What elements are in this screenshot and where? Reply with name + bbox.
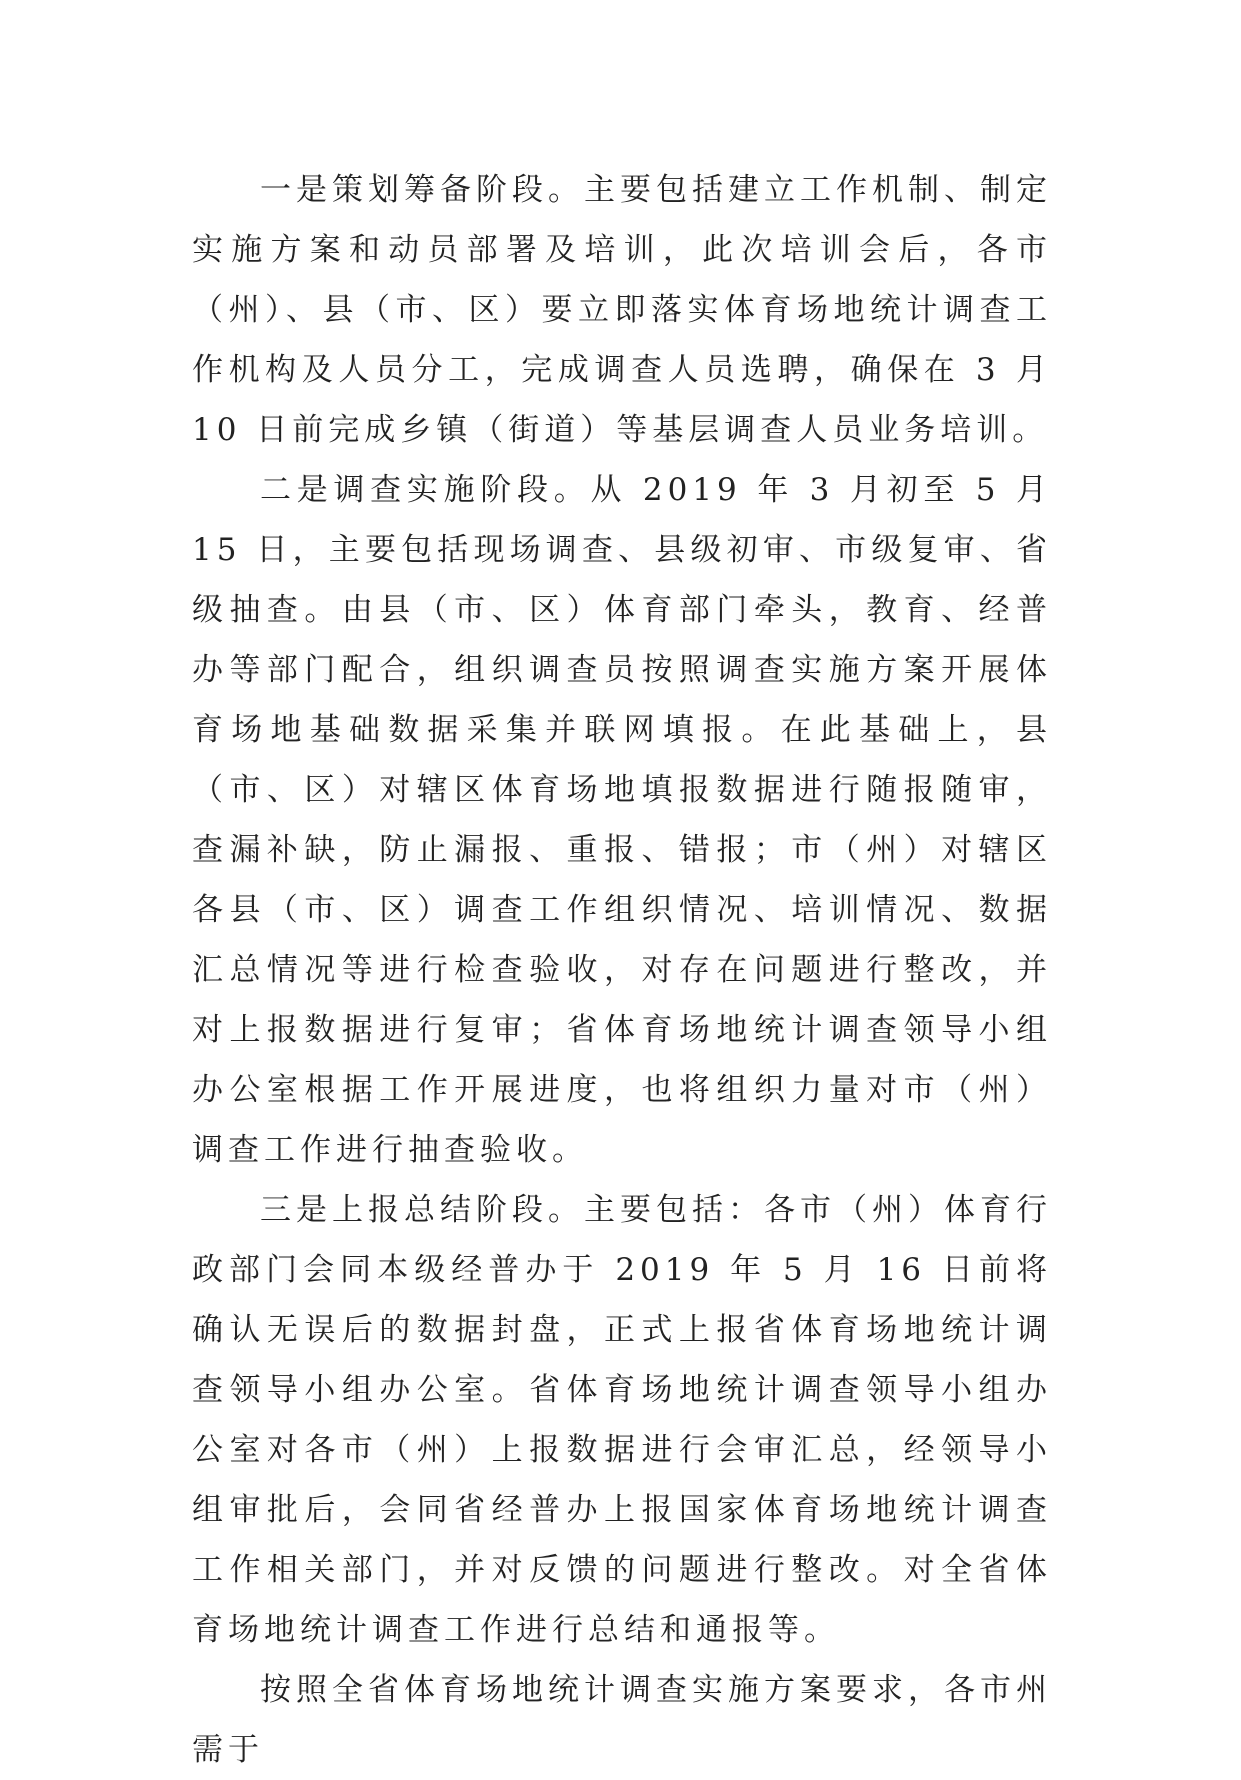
paragraph-planning-stage: 一是策划筹备阶段。主要包括建立工作机制、制定实施方案和动员部署及培训，此次培训会后，各市（州）、县（市、区）要立即落实体育场地统计调查工作机构及人员分工，完成调查人员选聘，确保在 3 月 10 日前完成乡镇（街道）等基层调查人员业务培训。 [192, 172, 1052, 448]
paragraph-implementation-stage: 二是调查实施阶段。从 2019 年 3 月初至 5 月 15 日，主要包括现场调查、县级初审、市级复审、省级抽查。由县（市、区）体育部门牵头，教育、经普办等部门配合，组织调查员按照调查实施方案开展体育场地基础数据采集并联网填报。在此基础上，县（市、区）对辖区体育场地填报数据进行随报随审，查漏补缺，防止漏报、重报、错报；市（州）对辖区各县（市、区）调查工作组织情况、培训情况、数据汇总情况等进行检查验收，对存在问题进行整改，并对上报数据进行复审；省体育场地统计调查领导小组办公室根据工作开展进度，也将组织力量对市（州）调查工作进行抽查验收。 [192, 472, 1052, 1168]
paragraph-requirements: 按照全省体育场地统计调查实施方案要求，各市州需于 [192, 1672, 1052, 1768]
paragraph-summary-stage: 三是上报总结阶段。主要包括：各市（州）体育行政部门会同本级经普办于 2019 年 5 月 16 日前将确认无误后的数据封盘，正式上报省体育场地统计调查领导小组办公室。省体育场地统计调查领导小组办公室对各市（州）上报数据进行会审汇总，经领导小组审批后，会同省经普办上报国家体育场地统计调查工作相关部门，并对反馈的问题进行整改。对全省体育场地统计调查工作进行总结和通报等。 [192, 1192, 1052, 1648]
document-body [192, 160, 1052, 1780]
